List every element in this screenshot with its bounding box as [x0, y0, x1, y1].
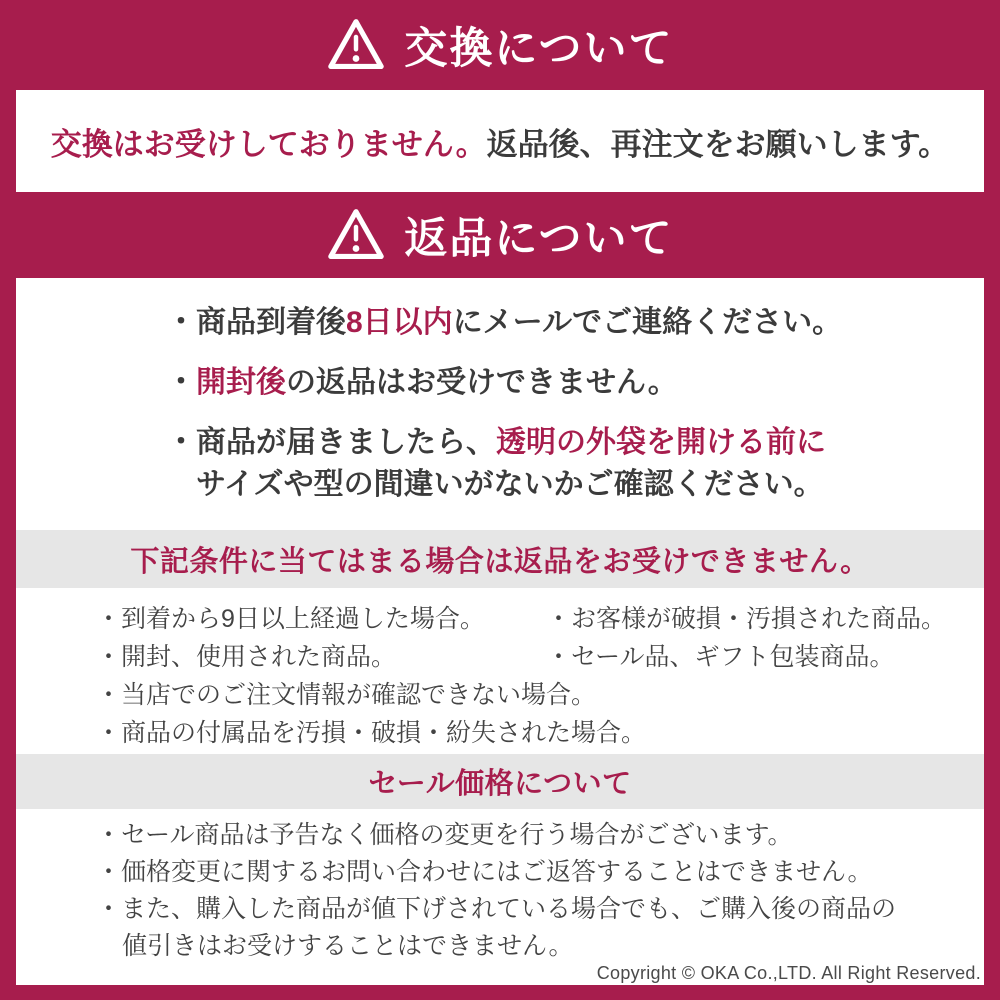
returns-bullet-3	[166, 420, 984, 504]
condition-row	[96, 714, 984, 752]
returns-title: 返品について	[404, 214, 674, 263]
returns-bullet-1: ・商品到着後8日以内にメールでご連絡ください。	[166, 306, 843, 339]
condition-item: ・セール品、ギフト包装商品。	[546, 643, 895, 671]
sale-note: ・また、購入した商品が値下げされている場合でも、ご購入後の商品の	[96, 895, 897, 923]
sale-note: ・価格変更に関するお問い合わせにはご返答することはできません。	[96, 858, 873, 886]
sale-price-header-label: セール価格について	[368, 768, 632, 800]
bullet-marker: ・	[96, 643, 122, 671]
bullet-marker: ・	[166, 426, 196, 459]
sale-notes-list	[16, 809, 984, 965]
returns-bullet-list	[16, 300, 984, 504]
bullet-marker: ・	[96, 681, 122, 709]
conditions-list	[16, 588, 984, 752]
sale-note: ・セール商品は予告なく価格の変更を行う場合がございます。	[96, 821, 793, 849]
conditions-header-label: 下記条件に当てはまる場合は返品をお受けできません。	[130, 545, 870, 578]
copyright-text: Copyright © OKA Co.,LTD. All Right Reserved.	[596, 963, 981, 983]
condition-item: ・お客様が破損・汚損された商品。	[546, 605, 947, 633]
exchange-notice-red: 交換はお受けしておりません。	[50, 126, 487, 162]
bullet-marker: ・	[166, 306, 196, 339]
returns-bullet-3-line2: サイズや型の間違いがないかご確認ください。	[196, 468, 824, 501]
condition-row	[96, 600, 984, 638]
sale-note-wrap-line: 値引きはお受けすることはできません。	[122, 932, 574, 960]
bullet-marker: ・	[546, 605, 572, 633]
bullet-marker: ・	[96, 858, 122, 886]
exchange-notice-box	[16, 90, 984, 192]
condition-row	[96, 638, 984, 676]
bullet-marker: ・	[96, 719, 122, 747]
warning-icon	[326, 17, 386, 73]
returns-bullet-2: ・開封後の返品はお受けできません。	[166, 366, 678, 399]
conditions-header	[16, 530, 984, 588]
exchange-notice-dark: 返品後、再注文をお願いします。	[486, 126, 950, 162]
returns-content-box	[16, 278, 984, 985]
condition-item: ・開封、使用された商品。	[96, 643, 397, 671]
condition-item: ・商品の付属品を汚損・破損・紛失された場合。	[96, 719, 647, 747]
bullet-marker: ・	[96, 605, 122, 633]
bullet-marker: ・	[166, 366, 196, 399]
warning-icon	[326, 207, 386, 263]
exchange-title: 交換について	[404, 24, 674, 73]
returns-bullet-3-line1: ・商品が届きましたら、透明の外袋を開ける前に	[166, 426, 826, 459]
sale-price-header	[16, 754, 984, 809]
bullet-marker: ・	[96, 821, 122, 849]
returns-banner	[0, 192, 1000, 278]
bullet-marker: ・	[546, 643, 572, 671]
condition-row	[96, 676, 984, 714]
bullet-marker: ・	[96, 895, 122, 923]
exchange-banner	[0, 0, 1000, 90]
condition-item: ・当店でのご注文情報が確認できない場合。	[96, 681, 597, 709]
condition-item: ・到着から9日以上経過した場合。	[96, 605, 485, 633]
